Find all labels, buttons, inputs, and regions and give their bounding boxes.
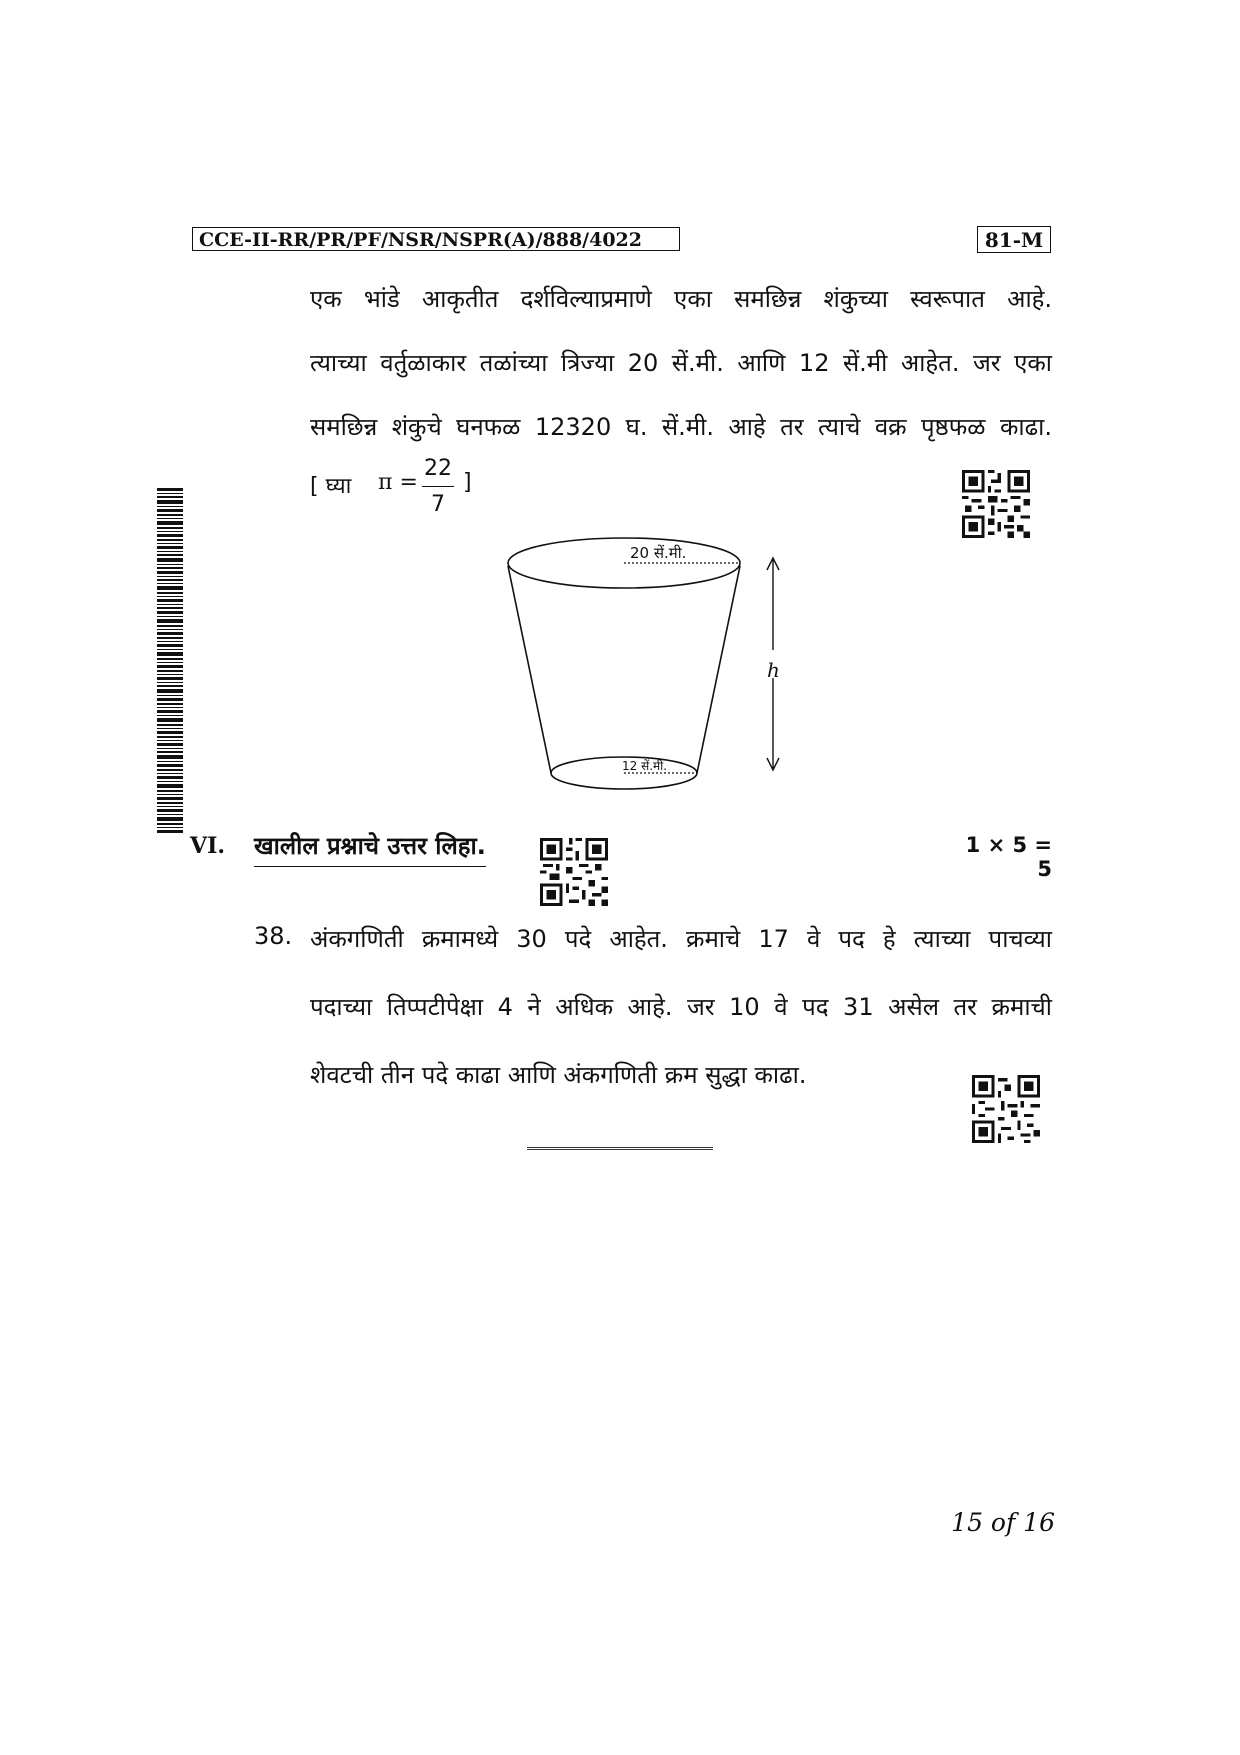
qr-code-icon	[972, 1075, 1040, 1143]
q37-line-1: एक भांडे आकृतीत दर्शविल्याप्रमाणे एका समछिन्न शंकुच्या स्वरूपात आहे.	[310, 285, 1052, 313]
q38-line-1: अंकगणिती क्रमामध्ये 30 पदे आहेत. क्रमाचे 17 वे पद हे त्याच्या पाचव्या	[310, 925, 1052, 953]
pi-denominator: 7	[431, 492, 445, 517]
top-radius-label: 20 सें.मी.	[630, 544, 687, 562]
height-label: h	[767, 658, 780, 682]
end-divider	[527, 1147, 713, 1150]
pi-close: ]	[463, 470, 472, 495]
section-marks: 1 × 5 = 5	[965, 833, 1052, 881]
q37-line-2: त्याच्या वर्तुळाकार तळांच्या त्रिज्या 20 सें.मी. आणि 12 सें.मी आहेत. जर एका	[310, 349, 1052, 377]
frustum-right-edge	[697, 566, 740, 773]
section-title: खालील प्रश्नाचे उत्तर लिहा.	[254, 829, 486, 867]
bottom-radius-label: 12 सें.मी.	[622, 759, 668, 773]
page-number: 15 of 16	[951, 1508, 1055, 1537]
barcode-icon	[157, 488, 183, 833]
qr-code-icon	[540, 838, 608, 906]
section-number: VI.	[190, 833, 226, 859]
exam-code: CCE-II-RR/PR/PF/NSR/NSPR(A)/888/4022	[192, 227, 680, 251]
qr-code-icon	[962, 470, 1030, 538]
q38-line-2: पदाच्या तिप्पटीपेक्षा 4 ने अधिक आहे. जर 10 वे पद 31 असेल तर क्रमाची	[310, 993, 1052, 1021]
q37-line-3: समछिन्न शंकुचे घनफळ 12320 घ. सें.मी. आहे तर त्याचे वक्र पृष्ठफळ काढा.	[310, 413, 1052, 441]
pi-open: [ घ्या	[310, 474, 352, 499]
question-38-number: 38.	[254, 922, 293, 950]
q38-line-3: शेवटची तीन पदे काढा आणि अंकगणिती क्रम सुद्धा काढा.	[310, 1061, 807, 1089]
pi-numerator: 22	[424, 456, 452, 481]
pi-symbol: π =	[378, 470, 418, 495]
fraction-bar	[422, 486, 454, 487]
paper-code: 81-M	[977, 226, 1051, 253]
frustum-left-edge	[508, 566, 551, 773]
